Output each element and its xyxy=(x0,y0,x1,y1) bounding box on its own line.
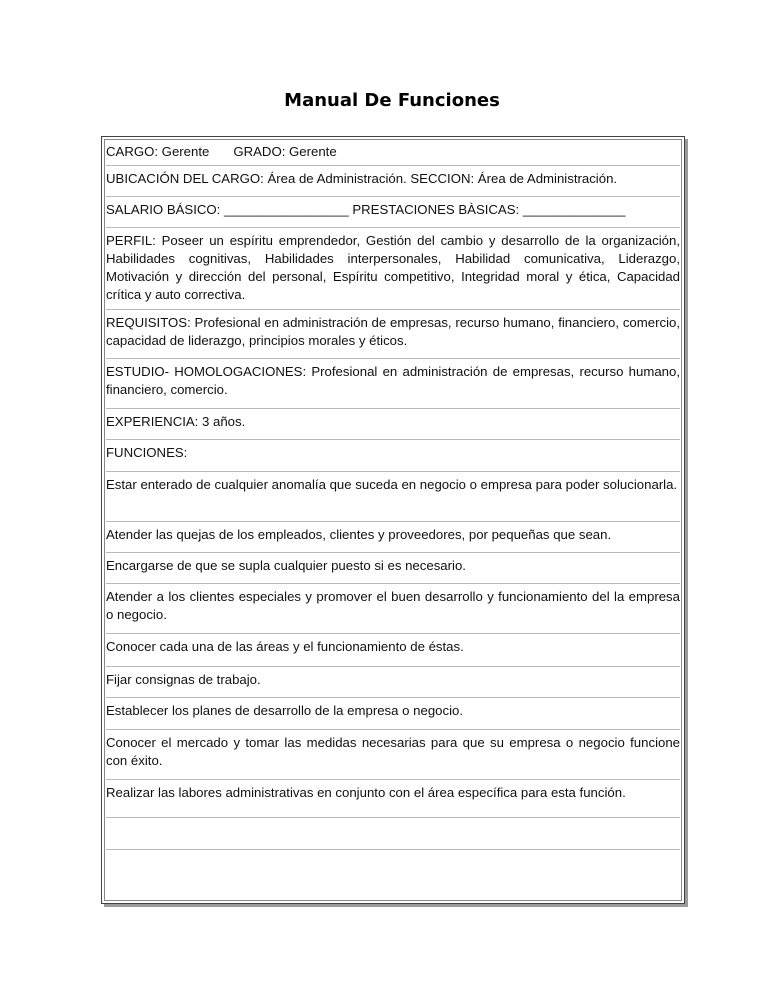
row-estudio: ESTUDIO- HOMOLOGACIONES: Profesional en administración de empresas, recurso humano, financiero, comercio. xyxy=(106,359,680,409)
row-cargo-grado xyxy=(106,139,680,166)
funcion-item: Estar enterado de cualquier anomalía que suceda en negocio o empresa para poder solucionarla. xyxy=(106,472,680,522)
funcion-item: Encargarse de que se supla cualquier puesto si es necesario. xyxy=(106,553,680,584)
empty-row xyxy=(106,818,680,850)
funcion-item: Atender las quejas de los empleados, clientes y proveedores, por pequeñas que sean. xyxy=(106,522,680,553)
funcion-item: Realizar las labores administrativas en conjunto con el área específica para esta función. xyxy=(106,780,680,818)
funcion-item: Atender a los clientes especiales y promover el buen desarrollo y funcionamiento del la empresa o negocio. xyxy=(106,584,680,634)
row-salario: SALARIO BÁSICO: _________________ PRESTACIONES BÀSICAS: ______________ xyxy=(106,197,680,228)
row-requisitos: REQUISITOS: Profesional en administración de empresas, recurso humano, financiero, comercio, capacidad de liderazgo, principios morales y éticos. xyxy=(106,310,680,359)
row-perfil: PERFIL: Poseer un espíritu emprendedor, Gestión del cambio y desarrollo de la organización, Habilidades cognitivas, Habilidades interpersonales, Habilidad comunicativa, Liderazgo, Motivación y dirección del personal, Espíritu competitivo, Integridad moral y ética, Capacidad crítica y auto correctiva. xyxy=(106,228,680,310)
funcion-item: Conocer cada una de las áreas y el funcionamiento de éstas. xyxy=(106,634,680,667)
document-title: Manual De Funciones xyxy=(284,90,500,111)
row-experiencia: EXPERIENCIA: 3 años. xyxy=(106,409,680,440)
funcion-item: Establecer los planes de desarrollo de la empresa o negocio. xyxy=(106,698,680,730)
row-ubicacion: UBICACIÓN DEL CARGO: Área de Administración. SECCION: Área de Administración. xyxy=(106,166,680,197)
grado-field: GRADO: Gerente xyxy=(233,144,337,159)
funcion-item: Fijar consignas de trabajo. xyxy=(106,667,680,698)
cargo-field: CARGO: Gerente xyxy=(106,144,210,159)
empty-row xyxy=(106,850,680,900)
funcion-item: Conocer el mercado y tomar las medidas necesarias para que su empresa o negocio funcione con éxito. xyxy=(106,730,680,780)
row-funciones-label: FUNCIONES: xyxy=(106,440,680,472)
